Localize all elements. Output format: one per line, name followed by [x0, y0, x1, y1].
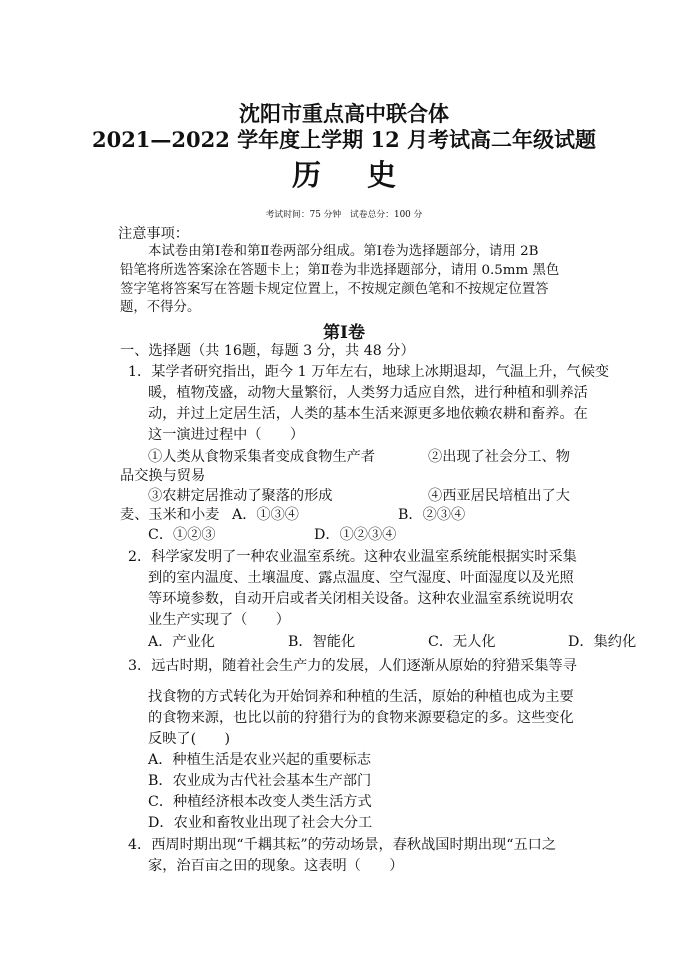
section-title: 第Ⅰ卷 — [323, 323, 365, 343]
question-3-stem: 的食物来源，也比以前的狩猎行为的食物来源要稳定的多。这些变化 — [148, 710, 574, 726]
notice-line: 签字笔将答案写在答题卡规定位置上，不按规定颜色笔和不按规定位置答 — [120, 282, 549, 297]
question-1-option-d[interactable]: D．①②③④ — [314, 527, 397, 543]
notice-label: 注意事项： — [118, 226, 189, 242]
exam-info: 考试时间：75 分钟 试卷总分：100 分 — [265, 210, 423, 220]
school-name: 沈阳市重点高中联合体 — [239, 101, 449, 126]
exam-title: 2021—2022 学年度上学期 12 月考试高二年级试题 — [91, 127, 597, 152]
question-3-stem: 找食物的方式转化为开始饲养和种植的生活，原始的种植也成为主要 — [148, 689, 574, 705]
question-4-stem: 4．西周时期出现“千耦其耘”的劳动场景，春秋战国时期出现“五口之 — [128, 837, 557, 853]
question-1-item: ④西亚居民培植出了大 — [428, 488, 570, 504]
question-2-stem: 业生产实现了（ ） — [148, 612, 290, 628]
question-2-option-b[interactable]: B．智能化 — [288, 634, 356, 650]
question-1-item: ③农耕定居推动了聚落的形成 — [148, 488, 333, 504]
notice-line: 题，不得分。 — [120, 300, 201, 315]
question-2-stem: 到的室内温度、土壤温度、露点温度、空气湿度、叶面湿度以及光照 — [148, 570, 574, 586]
question-2-option-c[interactable]: C．无人化 — [428, 634, 496, 650]
question-2-option-a[interactable]: A．产业化 — [148, 634, 215, 650]
question-1-option-a[interactable]: A．①③④ — [232, 507, 299, 523]
question-1-item: 麦、玉米和小麦 — [120, 507, 220, 523]
question-1-stem: 1．某学者研究指出，距今 1 万年左右，地球上冰期退却，气温上升，气候变 — [128, 364, 610, 380]
question-3-option-a[interactable]: A．种植生活是农业兴起的重要标志 — [148, 752, 372, 768]
question-3-option-b[interactable]: B．农业成为古代社会基本生产部门 — [148, 773, 372, 789]
notice-line: 铅笔将所选答案涂在答题卡上；第Ⅱ卷为非选择题部分，请用 0.5mm 黑色 — [120, 263, 560, 278]
question-1-item: 品交换与贸易 — [120, 468, 206, 484]
question-1-item: ②出现了社会分工、物 — [428, 449, 570, 465]
question-1-stem: 动，并过上定居生活，人类的基本生活来源更多地依赖农耕和畜养。在 — [148, 406, 588, 422]
question-4-stem: 家，治百亩之田的现象。这表明（ ） — [148, 858, 404, 874]
question-1-item: ①人类从食物采集者变成食物生产者 — [148, 449, 376, 465]
question-1-stem: 暖，植物茂盛，动物大量繁衍，人类努力适应自然，进行种植和驯养活 — [148, 385, 588, 401]
notice-line: 本试卷由第Ⅰ卷和第Ⅱ卷两部分组成。第Ⅰ卷为选择题部分，请用 2B — [148, 244, 539, 259]
question-1-option-c[interactable]: C．①②③ — [148, 527, 216, 543]
question-2-stem: 2．科学家发明了一种农业温室系统。这种农业温室系统能根据实时采集 — [128, 549, 577, 565]
question-1-stem: 这一演进过程中（ ） — [148, 427, 305, 443]
question-2-stem: 等环境参数，自动开启或者关闭相关设备。这种农业温室系统说明农 — [148, 591, 574, 607]
question-3-option-d[interactable]: D．农业和畜牧业出现了社会大分工 — [148, 815, 373, 831]
question-3-stem: 3．远古时期，随着社会生产力的发展，人们逐渐从原始的狩猎采集等寻 — [128, 658, 577, 674]
subject-title: 历 史 — [291, 158, 415, 192]
question-3-option-c[interactable]: C．种植经济根本改变人类生活方式 — [148, 794, 372, 810]
part-heading: 一、选择题（共 16题，每题 3 分，共 48 分） — [120, 343, 415, 359]
question-2-option-d[interactable]: D．集约化 — [568, 634, 637, 650]
question-1-option-b[interactable]: B．②③④ — [398, 507, 466, 523]
question-3-stem: 反映了( ) — [148, 731, 231, 747]
